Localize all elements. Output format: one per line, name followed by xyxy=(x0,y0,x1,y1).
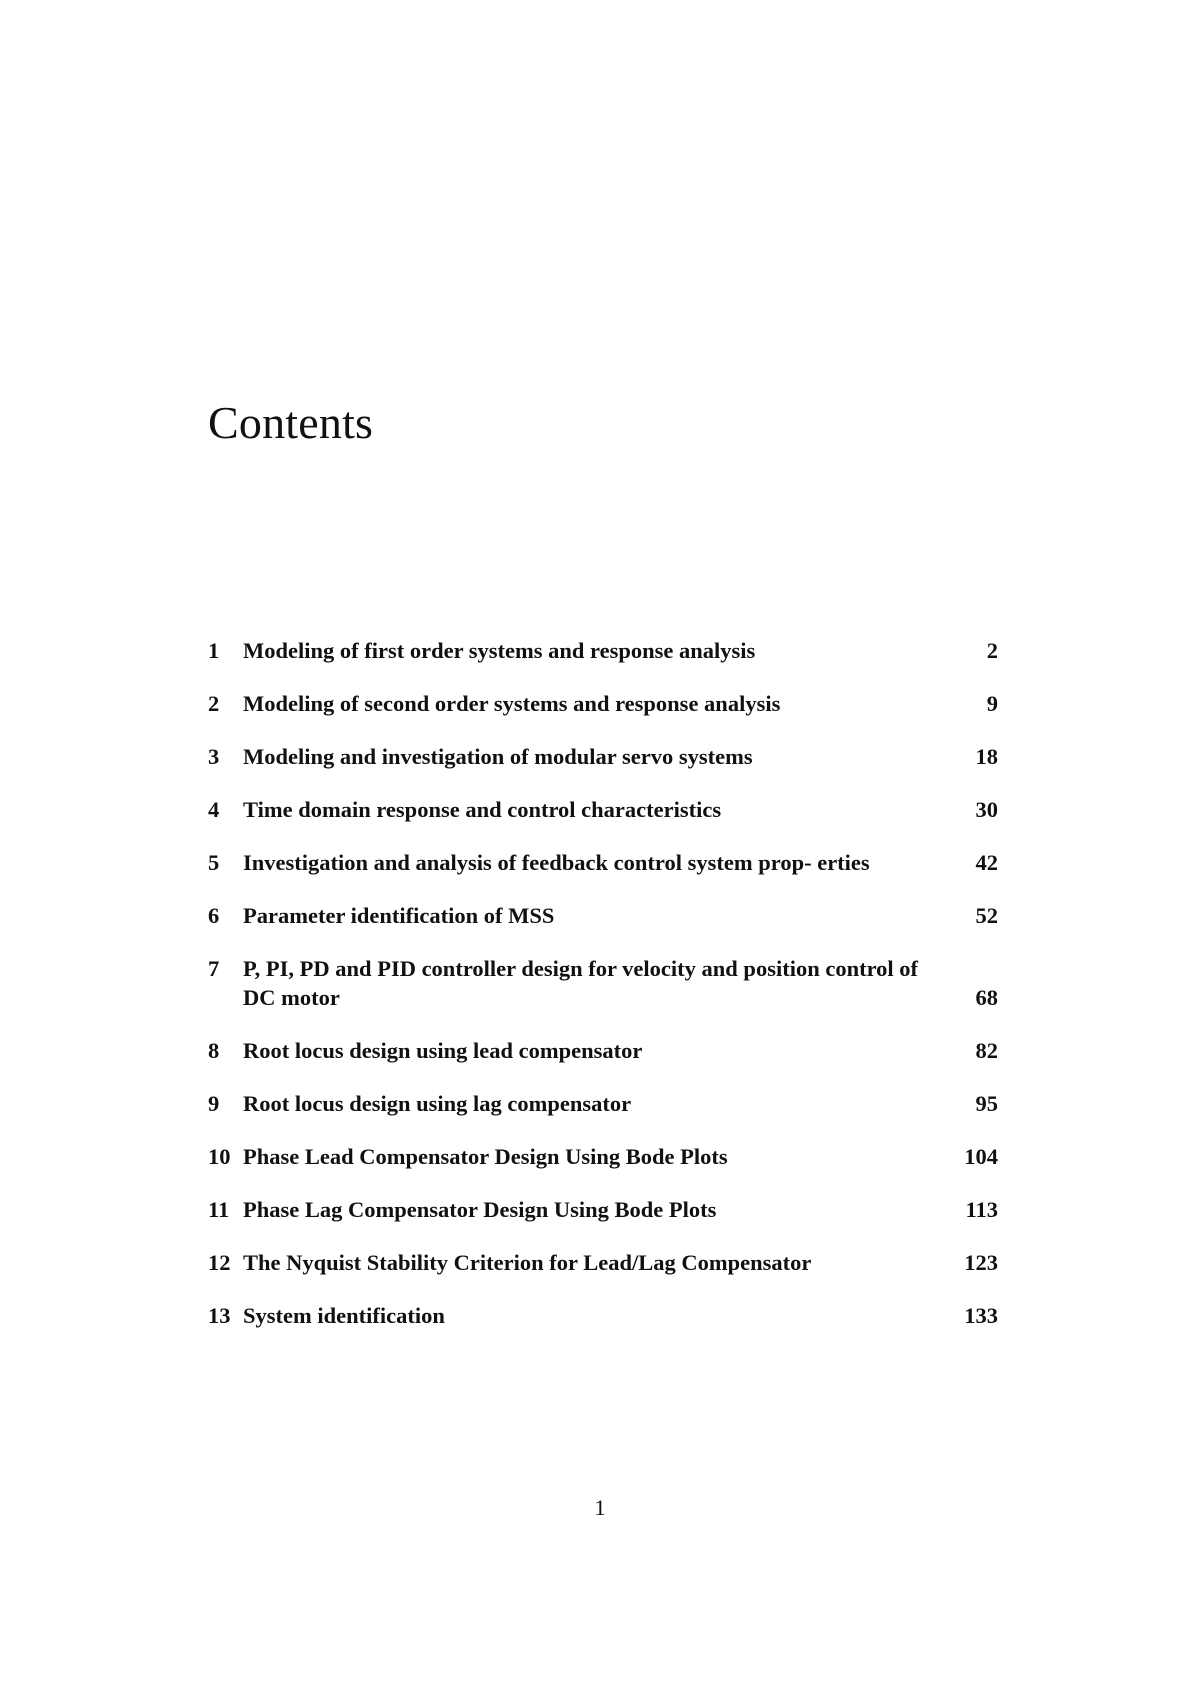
toc-entry-3 xyxy=(208,742,998,771)
toc-entry-title: Investigation and analysis of feedback control system prop- erties xyxy=(243,850,870,875)
toc-entry-number: 11 xyxy=(208,1197,230,1222)
toc-entry-title: Phase Lag Compensator Design Using Bode Plots xyxy=(243,1197,717,1222)
toc-entry-number: 12 xyxy=(208,1250,231,1275)
toc-entry-1 xyxy=(208,636,998,665)
toc-entry-number: 10 xyxy=(208,1144,231,1169)
toc-entry-9 xyxy=(208,1089,998,1118)
toc-entry-page: 123 xyxy=(964,1250,998,1275)
toc-entry-title: Modeling of second order systems and response analysis xyxy=(243,691,781,716)
toc-entry-title: Root locus design using lag compensator xyxy=(243,1091,632,1116)
toc-entry-number: 9 xyxy=(208,1091,220,1116)
toc-entry-12 xyxy=(208,1248,998,1277)
toc-entry-title: Modeling of first order systems and response analysis xyxy=(243,638,756,663)
toc-entry-title: Root locus design using lead compensator xyxy=(243,1038,643,1063)
toc-entry-number: 4 xyxy=(208,797,220,822)
toc-entry-page: 113 xyxy=(965,1197,998,1222)
table-of-contents xyxy=(208,636,998,1354)
toc-entry-page: 42 xyxy=(975,850,998,875)
toc-entry-number: 3 xyxy=(208,744,220,769)
toc-entry-page: 95 xyxy=(975,1091,998,1116)
toc-entry-number: 5 xyxy=(208,850,220,875)
toc-entry-2 xyxy=(208,689,998,718)
toc-entry-title: P, PI, PD and PID controller design for velocity and position control of DC motor xyxy=(243,956,919,1010)
toc-entry-title: The Nyquist Stability Criterion for Lead/Lag Compensator xyxy=(243,1250,812,1275)
toc-entry-4 xyxy=(208,795,998,824)
toc-entry-6 xyxy=(208,901,998,930)
toc-entry-page: 9 xyxy=(986,691,998,716)
toc-entry-10 xyxy=(208,1142,998,1171)
toc-entry-page: 133 xyxy=(964,1303,998,1328)
toc-entry-title: Phase Lead Compensator Design Using Bode Plots xyxy=(243,1144,728,1169)
toc-entry-page: 18 xyxy=(975,744,998,769)
toc-entry-title: Modeling and investigation of modular servo systems xyxy=(243,744,753,769)
toc-entry-page: 30 xyxy=(975,797,998,822)
toc-entry-number: 13 xyxy=(208,1303,231,1328)
toc-entry-number: 7 xyxy=(208,956,220,981)
toc-entry-number: 8 xyxy=(208,1038,220,1063)
toc-entry-13 xyxy=(208,1301,998,1330)
page-title: Contents xyxy=(208,397,374,448)
toc-entry-page: 68 xyxy=(975,985,998,1010)
toc-entry-number: 2 xyxy=(208,691,220,716)
toc-entry-page: 82 xyxy=(975,1038,998,1063)
toc-entry-11 xyxy=(208,1195,998,1224)
toc-entry-page: 104 xyxy=(964,1144,998,1169)
toc-entry-title: Parameter identification of MSS xyxy=(243,903,555,928)
toc-entry-title: System identification xyxy=(243,1303,445,1328)
toc-entry-8 xyxy=(208,1036,998,1065)
toc-entry-7 xyxy=(208,954,998,1012)
toc-entry-page: 52 xyxy=(975,903,998,928)
toc-entry-number: 1 xyxy=(208,638,220,663)
toc-entry-number: 6 xyxy=(208,903,220,928)
toc-entry-title: Time domain response and control characteristics xyxy=(243,797,722,822)
toc-entry-page: 2 xyxy=(986,638,998,663)
toc-entry-5 xyxy=(208,848,998,877)
page-number: 1 xyxy=(594,1495,606,1520)
